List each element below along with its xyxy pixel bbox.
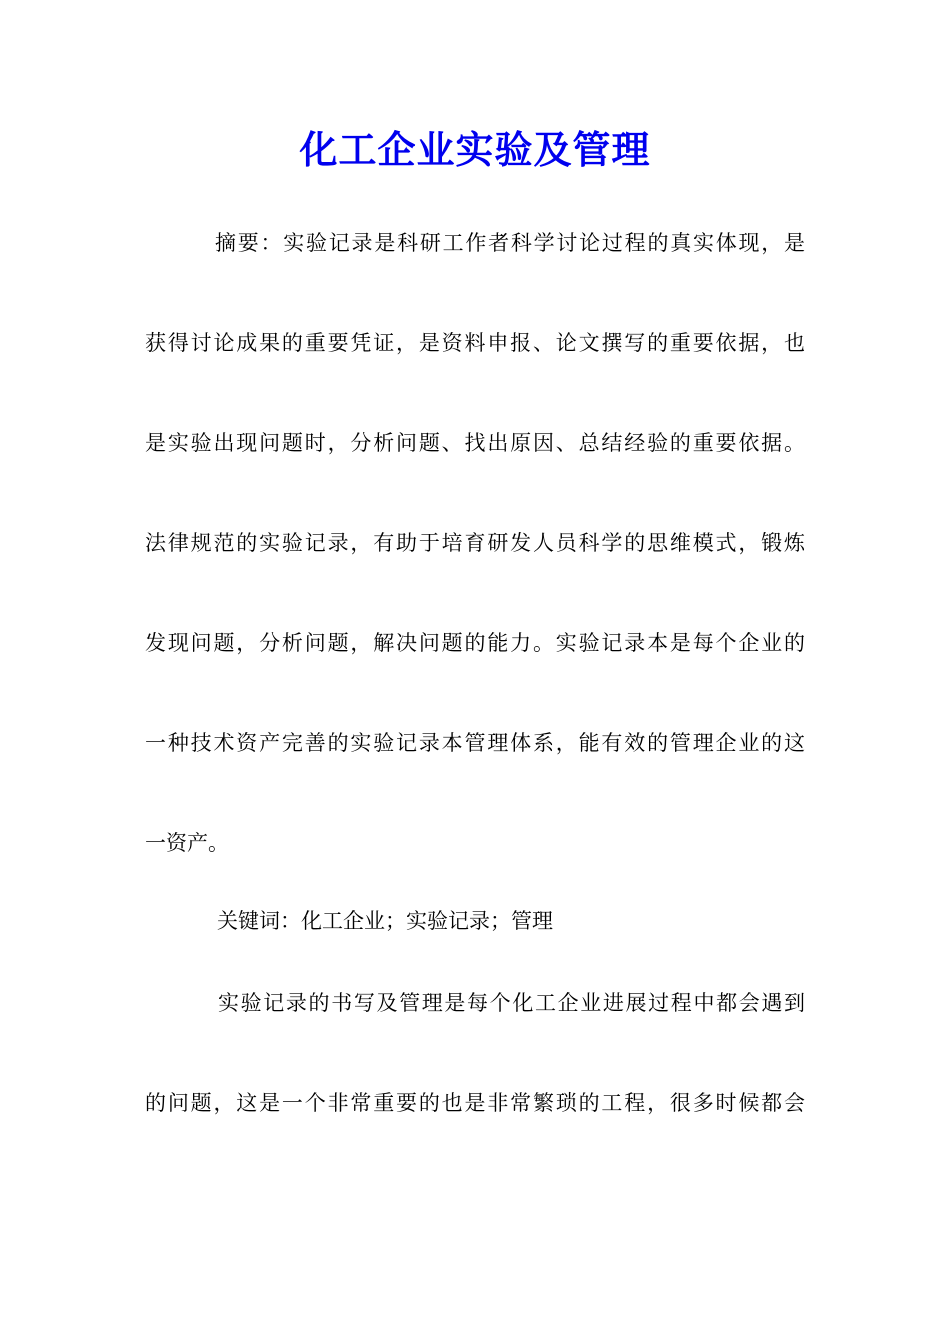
abstract-line-1: 摘要：实验记录是科研工作者科学讨论过程的真实体现，是	[215, 231, 805, 255]
keywords-line: 关键词：化工企业；实验记录；管理	[217, 909, 553, 933]
body-line-2: 的问题，这是一个非常重要的也是非常繁琐的工程，很多时候都会	[145, 1091, 805, 1115]
abstract-line-5: 发现问题，分析问题，解决问题的能力。实验记录本是每个企业的	[145, 631, 805, 655]
abstract-line-3: 是实验出现问题时，分析问题、找出原因、总结经验的重要依据。	[145, 431, 805, 455]
document-title: 化工企业实验及管理	[299, 127, 651, 172]
abstract-line-6: 一种技术资产完善的实验记录本管理体系，能有效的管理企业的这	[145, 731, 805, 755]
abstract-line-4: 法律规范的实验记录，有助于培育研发人员科学的思维模式，锻炼	[145, 531, 805, 555]
abstract-line-2: 获得讨论成果的重要凭证，是资料申报、论文撰写的重要依据，也	[145, 331, 805, 355]
abstract-line-7: 一资产。	[145, 831, 229, 855]
body-line-1: 实验记录的书写及管理是每个化工企业进展过程中都会遇到	[218, 991, 805, 1015]
